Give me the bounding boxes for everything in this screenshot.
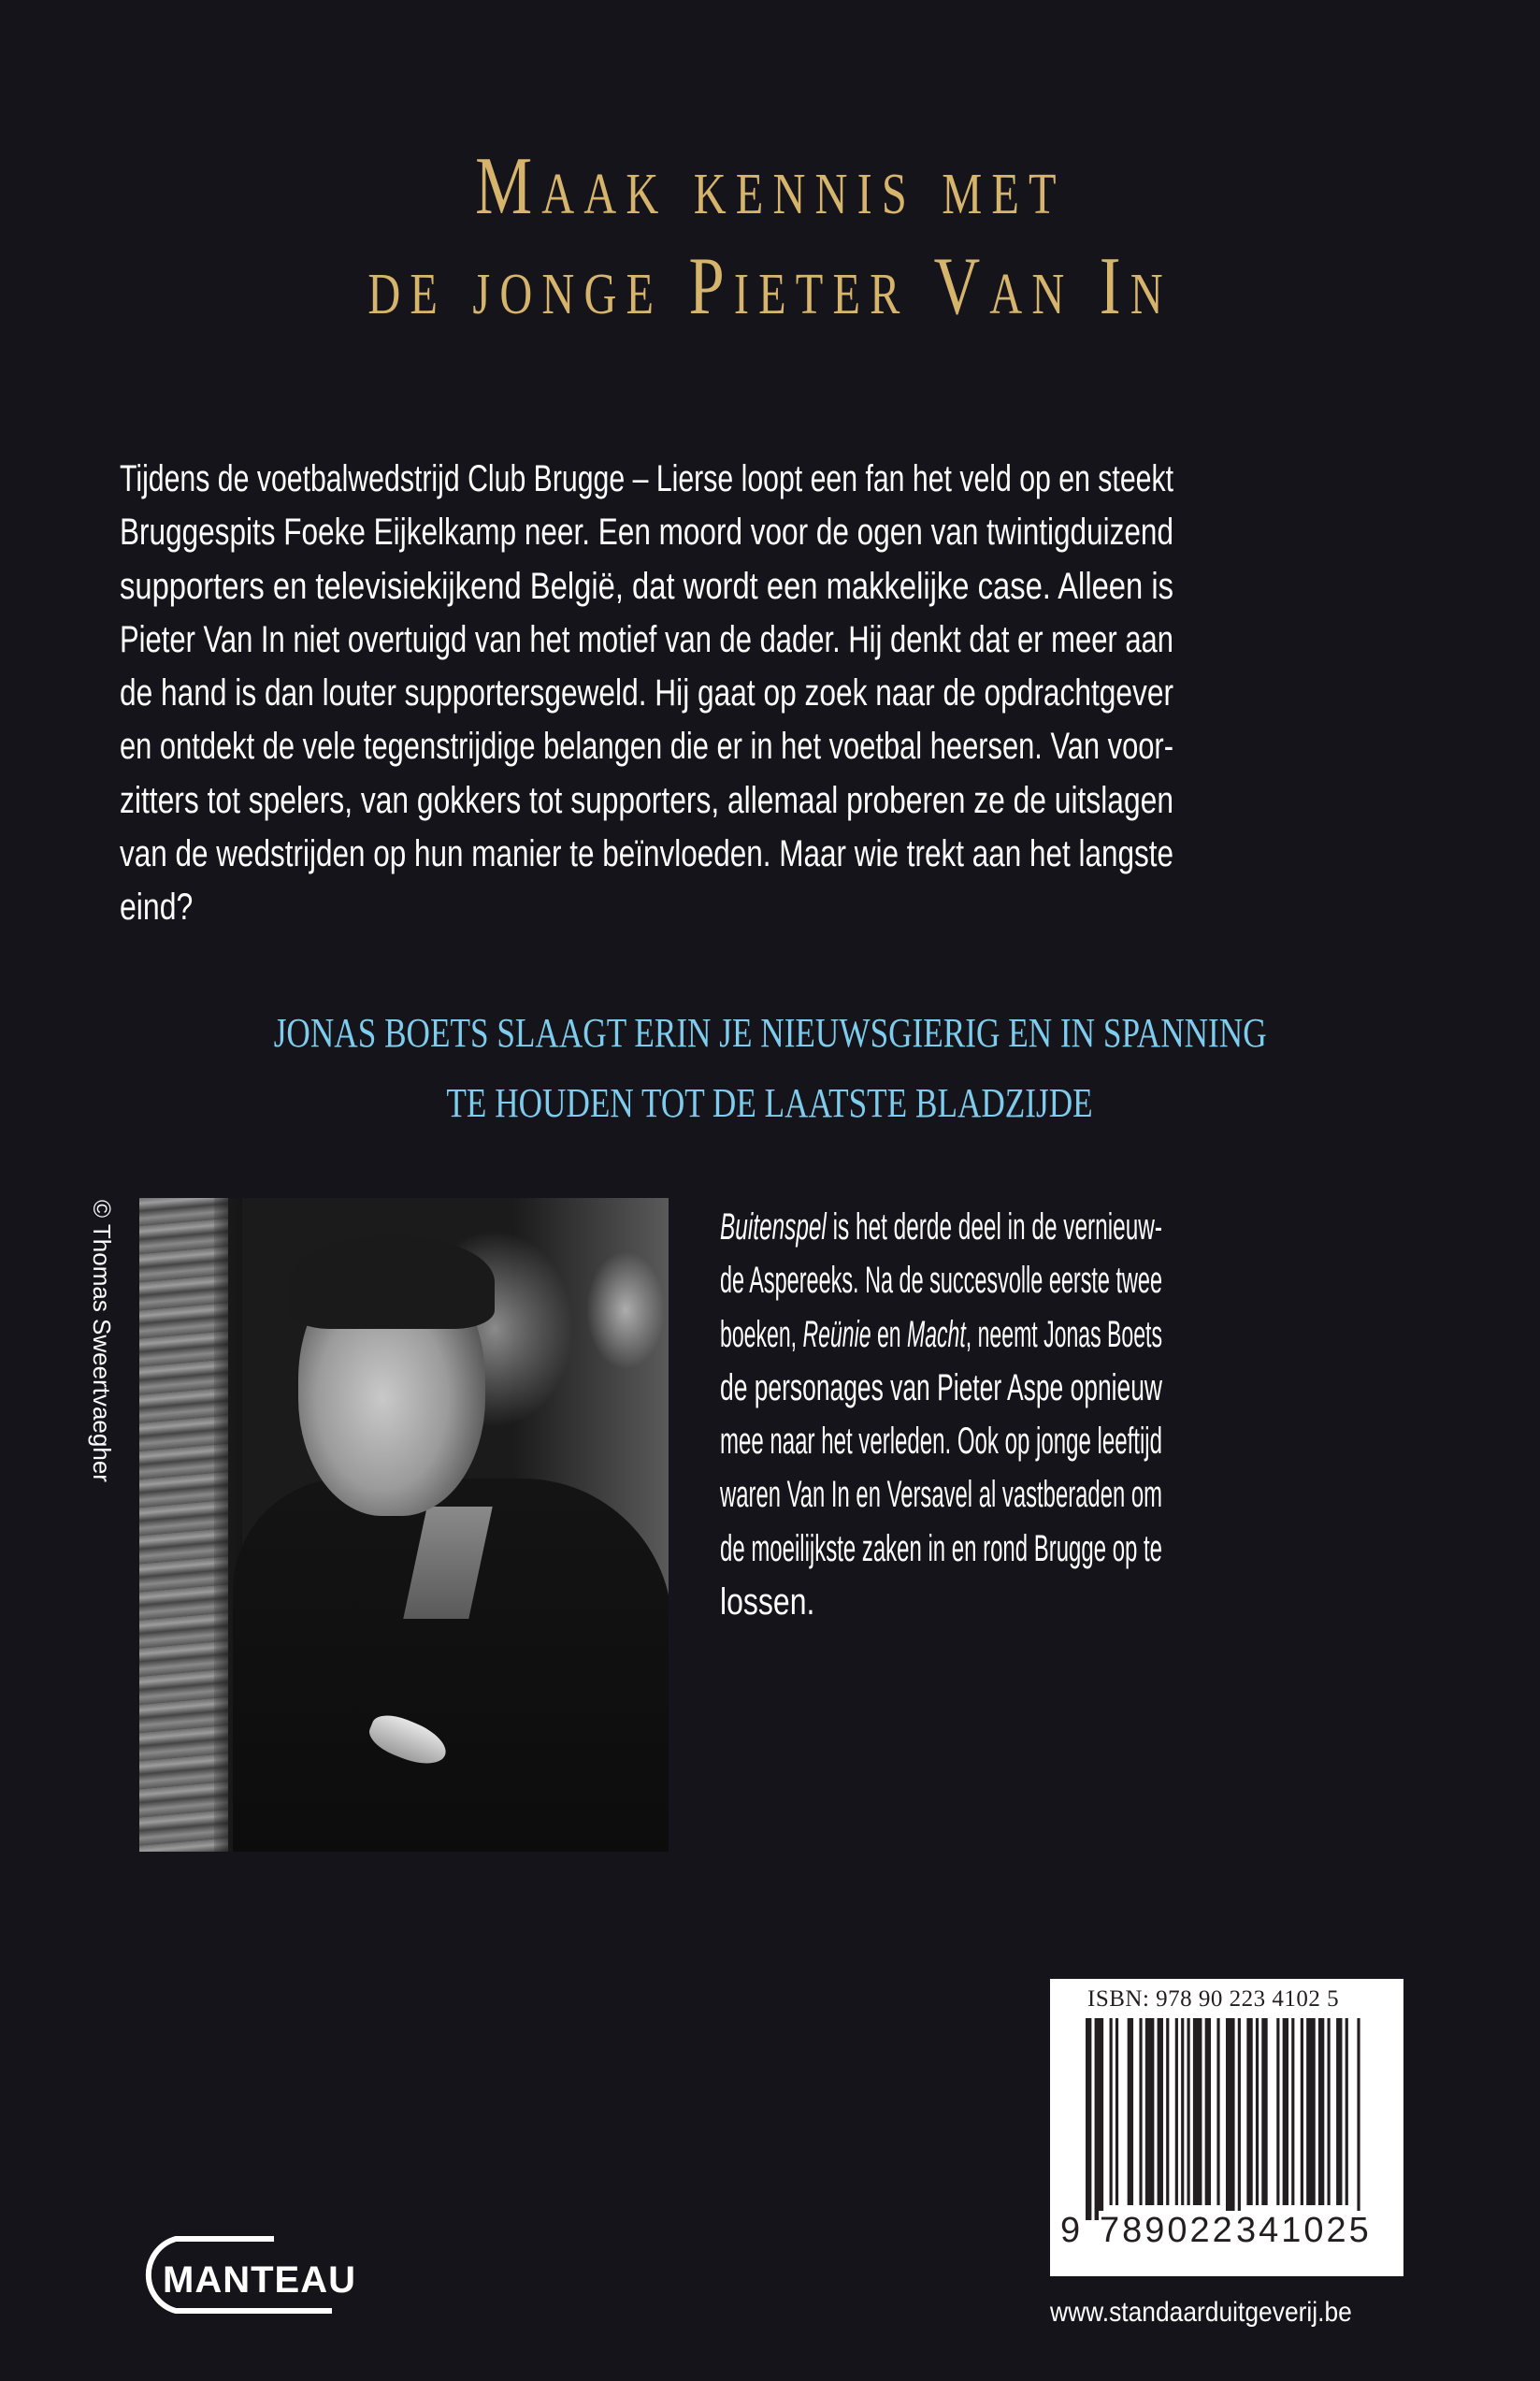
text-line xyxy=(720,1201,1162,1254)
text-line xyxy=(120,506,1173,559)
logo-text: MANTEAU xyxy=(163,2259,356,2301)
text-line-content xyxy=(720,1576,814,1629)
text-line-content xyxy=(720,1201,1162,1254)
text-line-content xyxy=(120,720,1173,773)
text-segment: , neemt Jonas Boets xyxy=(965,1313,1162,1355)
text-line xyxy=(720,1468,1162,1522)
book-title: Reünie xyxy=(802,1313,871,1355)
isbn-barcode xyxy=(1050,1979,1403,2276)
text-segment: mee naar het verleden. Ook op jonge leeftijd xyxy=(720,1421,1162,1463)
text-segment: Tijdens de voetbalwedstrijd Club Brugge – Lierse loopt een fan het veld op en steekt xyxy=(120,458,1173,499)
book-title: Buitenspel xyxy=(720,1206,827,1248)
publisher-website[interactable]: www.standaarduitgeverij.be xyxy=(1050,2297,1352,2328)
headline-text-1: Maak kennis met xyxy=(474,141,1066,232)
text-line xyxy=(120,613,1173,667)
text-line-content xyxy=(720,1254,1162,1307)
text-line xyxy=(120,720,1173,773)
text-line-content xyxy=(120,774,1173,828)
text-line-content xyxy=(720,1415,1162,1468)
text-line xyxy=(720,1576,1162,1629)
quote-line-1 xyxy=(0,1010,1540,1056)
quote-line-2 xyxy=(0,1080,1540,1126)
text-segment: de hand is dan louter supportersgeweld. Hij gaat op zoek naar de opdrachtgever xyxy=(120,672,1173,714)
ean-right-group: 341025 xyxy=(1236,2211,1372,2250)
text-line-content xyxy=(120,506,1173,559)
text-line-content xyxy=(120,667,1173,720)
headline-text-2: de jonge Pieter Van In xyxy=(367,241,1173,332)
synopsis-paragraph xyxy=(120,453,1173,935)
quote-text-2: TE HOUDEN TOT DE LAATSTE BLADZIJDE xyxy=(446,1080,1094,1126)
text-segment: eind? xyxy=(120,887,194,929)
text-segment: de Aspereeks. Na de succesvolle eerste twee xyxy=(720,1260,1162,1302)
text-segment: van de wedstrijden op hun manier te beïnvloeden. Maar wie trekt aan het langste xyxy=(120,833,1173,875)
text-segment: en xyxy=(871,1313,907,1355)
series-blurb xyxy=(720,1201,1162,1629)
text-segment: zitters tot spelers, van gokkers tot supporters, allemaal proberen ze de uitslagen xyxy=(120,779,1173,821)
text-line-content xyxy=(120,613,1173,667)
text-line-content xyxy=(720,1362,1162,1415)
barcode-bars xyxy=(1086,2018,1366,2220)
isbn-label: ISBN: 978 90 223 4102 5 xyxy=(1087,1986,1340,2012)
text-line-content xyxy=(720,1308,1162,1362)
text-line-content xyxy=(720,1522,1162,1576)
ean-left-group: 789022 xyxy=(1100,2211,1235,2250)
text-line xyxy=(720,1415,1162,1468)
text-segment: waren Van In en Versavel al vastberaden om xyxy=(720,1474,1162,1516)
text-segment: lossen. xyxy=(720,1581,815,1623)
text-line-content xyxy=(120,881,193,934)
text-line xyxy=(120,828,1173,881)
text-line xyxy=(120,881,1173,934)
text-line-content xyxy=(120,453,1173,506)
ean-digits xyxy=(1059,2211,1372,2258)
book-title: Macht xyxy=(906,1313,966,1355)
text-segment: Pieter Van In niet overtuigd van het motief van de dader. Hij denkt dat er meer aan xyxy=(120,618,1173,660)
text-segment: de moeilijkste zaken in en rond Brugge op te xyxy=(720,1527,1162,1569)
text-segment: is het derde deel in de vernieuw- xyxy=(826,1206,1162,1248)
headline-line-2 xyxy=(0,241,1540,332)
hair xyxy=(289,1235,495,1329)
text-line xyxy=(720,1362,1162,1415)
photo-credit: © Thomas Sweertvaegher xyxy=(88,1200,116,1482)
author-photo xyxy=(139,1198,669,1852)
manteau-logo xyxy=(131,2233,374,2322)
text-line xyxy=(720,1308,1162,1362)
text-line xyxy=(120,774,1173,828)
headline-line-1 xyxy=(0,141,1540,232)
text-line-content xyxy=(120,560,1173,613)
text-segment: supporters en televisiekijkend België, dat wordt een makkelijke case. Alleen is xyxy=(120,565,1173,607)
text-line xyxy=(120,453,1173,506)
text-segment: boeken, xyxy=(720,1313,803,1355)
text-line-content xyxy=(720,1468,1162,1522)
text-line-content xyxy=(120,828,1173,881)
quote-text-1: JONAS BOETS SLAAGT ERIN JE NIEUWSGIERIG EN IN SPANNING xyxy=(273,1010,1267,1056)
text-line xyxy=(120,667,1173,720)
text-line xyxy=(720,1522,1162,1576)
text-line xyxy=(120,560,1173,613)
text-line xyxy=(720,1254,1162,1307)
ean-first-digit: 9 xyxy=(1060,2211,1081,2250)
text-segment: de personages van Pieter Aspe opnieuw xyxy=(720,1366,1162,1408)
text-segment: en ontdekt de vele tegenstrijdige belangen die er in het voetbal heersen. Van voor- xyxy=(120,726,1173,768)
text-segment: Bruggespits Foeke Eijkelkamp neer. Een moord voor de ogen van twintigduizend xyxy=(120,512,1173,554)
